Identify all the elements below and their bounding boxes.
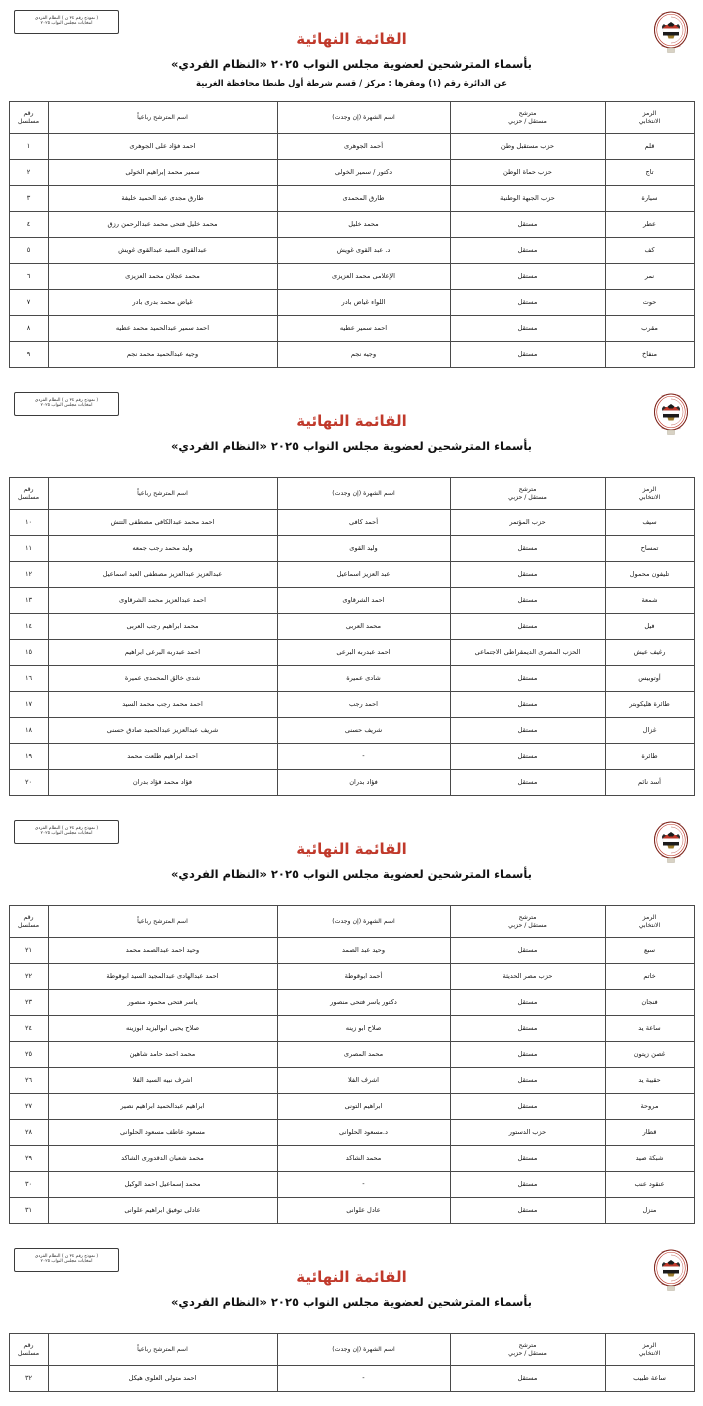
page-title: القائمة النهائية: [296, 840, 407, 858]
column-header-type: مترشح مستقل / حزبي: [450, 102, 605, 134]
table-row: [9, 1172, 694, 1198]
table-body: [9, 1366, 694, 1392]
table-row: [9, 1094, 694, 1120]
candidate-fame-name: عادل علوانى: [277, 1198, 450, 1224]
table-row: [9, 614, 694, 640]
candidate-symbol: رغيف عيش: [605, 640, 694, 666]
candidate-affiliation: الحزب المصرى الديمقراطى الاجتماعى: [450, 640, 605, 666]
candidate-fame-name: وجيه نجم: [277, 342, 450, 368]
column-header-fame-name: اسم الشهرة (إن وجدت): [277, 1334, 450, 1366]
candidates-table: [9, 1333, 695, 1392]
candidate-affiliation: مستقل: [450, 290, 605, 316]
candidate-full-name: محمد خليل فتحى محمد عبدالرحمن رزق: [48, 212, 277, 238]
candidate-fame-name: شادى عميرة: [277, 666, 450, 692]
candidate-symbol: أسد نائم: [605, 770, 694, 796]
candidate-affiliation: حزب الجبهة الوطنية: [450, 186, 605, 212]
candidate-fame-name: محمد الشاكد: [277, 1146, 450, 1172]
candidate-symbol: قطار: [605, 1120, 694, 1146]
candidate-fame-name: احمد الشرقاوى: [277, 588, 450, 614]
candidate-list-section-section-1: [0, 0, 703, 382]
candidate-list-section-section-4: [0, 1238, 703, 1406]
table-row: [9, 290, 694, 316]
candidate-serial-number: ٢٧: [9, 1094, 48, 1120]
table-row: [9, 718, 694, 744]
candidate-full-name: طارق مجدى عبد الحميد خليفة: [48, 186, 277, 212]
candidate-full-name: احمد سمير عبدالحميد محمد عطيه: [48, 316, 277, 342]
table-header-row: [9, 102, 694, 134]
candidate-symbol: سيف: [605, 510, 694, 536]
page-title: القائمة النهائية: [296, 412, 407, 430]
candidate-serial-number: ١١: [9, 536, 48, 562]
candidate-affiliation: مستقل: [450, 990, 605, 1016]
candidate-full-name: احمد فؤاد على الجوهرى: [48, 134, 277, 160]
district-line: عن الدائرة رقم (١) ومقرها : مركز / قسم شرطة أول طنطا محافظة الغربية: [196, 78, 507, 88]
candidate-full-name: وليد محمد رجب جمعه: [48, 536, 277, 562]
column-header-serial-number: رقم مسلسل: [9, 1334, 48, 1366]
form-stamp-line-1: ( نموذج رقم ٣٤ ن ) النظام الفردي: [34, 1254, 99, 1260]
candidate-symbol: حوت: [605, 290, 694, 316]
form-stamp-box: [14, 820, 119, 844]
candidate-affiliation: حزب المؤتمر: [450, 510, 605, 536]
candidate-affiliation: مستقل: [450, 212, 605, 238]
candidate-symbol: نمر: [605, 264, 694, 290]
candidate-serial-number: ١: [9, 134, 48, 160]
candidate-full-name: محمد ابراهيم رجب العربى: [48, 614, 277, 640]
candidate-fame-name: د.مسعود الحلوانى: [277, 1120, 450, 1146]
candidate-full-name: احمد عبدربه البرعى ابراهيم: [48, 640, 277, 666]
candidate-symbol: خاتم: [605, 964, 694, 990]
table-row: [9, 666, 694, 692]
candidate-affiliation: مستقل: [450, 692, 605, 718]
candidate-affiliation: مستقل: [450, 1366, 605, 1392]
candidates-table: [9, 905, 695, 1224]
candidate-full-name: وجيه عبدالحميد محمد نجم: [48, 342, 277, 368]
table-row: [9, 536, 694, 562]
candidate-serial-number: ٤: [9, 212, 48, 238]
form-stamp-line-2: انتخابات مجلس النواب ٢٠٢٥: [40, 21, 93, 26]
candidate-affiliation: حزب حماة الوطن: [450, 160, 605, 186]
candidate-serial-number: ٢٢: [9, 964, 48, 990]
candidate-symbol: طائرة: [605, 744, 694, 770]
candidate-fame-name: دكتور / سمير الخولى: [277, 160, 450, 186]
column-header-symbol: الرمز الانتخابي: [605, 906, 694, 938]
candidate-full-name: مسعود عاطف مسعود الحلوانى: [48, 1120, 277, 1146]
table-row: [9, 588, 694, 614]
candidate-fame-name: دكتور ياسر فتحى منصور: [277, 990, 450, 1016]
candidate-serial-number: ٣٠: [9, 1172, 48, 1198]
form-stamp-line-2: انتخابات مجلس النواب ٢٠٢٥: [40, 403, 93, 408]
candidate-serial-number: ١٥: [9, 640, 48, 666]
table-row: [9, 938, 694, 964]
table-row: [9, 264, 694, 290]
column-header-type: مترشح مستقل / حزبي: [450, 1334, 605, 1366]
table-header-row: [9, 1334, 694, 1366]
table-row: [9, 1366, 694, 1392]
candidate-serial-number: ١٧: [9, 692, 48, 718]
candidate-list-section-section-3: [0, 810, 703, 1238]
candidate-affiliation: مستقل: [450, 1094, 605, 1120]
candidate-symbol: عطر: [605, 212, 694, 238]
column-header-serial-number: رقم مسلسل: [9, 102, 48, 134]
page-subtitle: بأسماء المترشحين لعضوية مجلس النواب ٢٠٢٥ «النظام الفردي»: [171, 439, 532, 453]
form-stamp-line-1: ( نموذج رقم ٣٤ ن ) النظام الفردي: [34, 826, 99, 832]
table-head: [9, 906, 694, 938]
candidate-full-name: فؤاد محمد فؤاد بدران: [48, 770, 277, 796]
page-title: القائمة النهائية: [296, 1268, 407, 1286]
form-stamp-line-2: انتخابات مجلس النواب ٢٠٢٥: [40, 831, 93, 836]
candidate-symbol: تمساح: [605, 536, 694, 562]
section-header: [0, 810, 703, 896]
candidate-symbol: غصن زيتون: [605, 1042, 694, 1068]
section-header: [0, 0, 703, 92]
candidate-full-name: وحيد احمد عبدالصمد محمد: [48, 938, 277, 964]
candidate-fame-name: -: [277, 1172, 450, 1198]
form-stamp-box: [14, 10, 119, 34]
candidate-fame-name: طارق المحمدى: [277, 186, 450, 212]
candidate-serial-number: ٦: [9, 264, 48, 290]
form-stamp-line-1: ( نموذج رقم ٣٤ ن ) النظام الفردي: [34, 16, 99, 22]
candidate-serial-number: ١٩: [9, 744, 48, 770]
candidate-affiliation: مستقل: [450, 342, 605, 368]
candidate-full-name: شدى خالق المحمدى عميرة: [48, 666, 277, 692]
candidate-affiliation: مستقل: [450, 264, 605, 290]
table-row: [9, 186, 694, 212]
table-head: [9, 1334, 694, 1366]
candidate-list-section-section-2: [0, 382, 703, 810]
candidate-symbol: مروحة: [605, 1094, 694, 1120]
candidate-serial-number: ١٠: [9, 510, 48, 536]
candidate-serial-number: ٢٨: [9, 1120, 48, 1146]
candidate-full-name: اشرف نبيه السيد الفلا: [48, 1068, 277, 1094]
candidate-full-name: غياض محمد بدرى بادر: [48, 290, 277, 316]
table-row: [9, 640, 694, 666]
candidate-symbol: حقيبة يد: [605, 1068, 694, 1094]
candidate-full-name: محمد احمد حامد شاهين: [48, 1042, 277, 1068]
column-header-symbol: الرمز الانتخابي: [605, 478, 694, 510]
candidate-affiliation: مستقل: [450, 1016, 605, 1042]
candidate-fame-name: محمد المصرى: [277, 1042, 450, 1068]
candidate-fame-name: أحمد الجوهرى: [277, 134, 450, 160]
table-row: [9, 1120, 694, 1146]
column-header-fame-name: اسم الشهرة (إن وجدت): [277, 102, 450, 134]
candidate-serial-number: ٢٥: [9, 1042, 48, 1068]
candidate-affiliation: حزب الدستور: [450, 1120, 605, 1146]
column-header-symbol: الرمز الانتخابي: [605, 1334, 694, 1366]
candidate-serial-number: ٢٠: [9, 770, 48, 796]
table-row: [9, 316, 694, 342]
table-body: [9, 510, 694, 796]
candidate-symbol: أوتوبيس: [605, 666, 694, 692]
candidate-fame-name: احمد عبدربه البرعى: [277, 640, 450, 666]
table-body: [9, 938, 694, 1224]
egyptian-elections-authority-emblem-icon: [651, 390, 691, 436]
candidate-affiliation: مستقل: [450, 588, 605, 614]
table-row: [9, 160, 694, 186]
candidates-table: [9, 101, 695, 368]
page-title: القائمة النهائية: [296, 30, 407, 48]
candidate-symbol: تليفون محمول: [605, 562, 694, 588]
column-header-candidate-name: اسم المترشح رباعياً: [48, 102, 277, 134]
candidate-symbol: شمعة: [605, 588, 694, 614]
form-stamp-line-1: ( نموذج رقم ٣٤ ن ) النظام الفردي: [34, 398, 99, 404]
candidate-full-name: عبدالقوى السيد عبدالقوى غويش: [48, 238, 277, 264]
candidate-symbol: ساعة يد: [605, 1016, 694, 1042]
table-row: [9, 692, 694, 718]
column-header-type: مترشح مستقل / حزبي: [450, 478, 605, 510]
candidate-affiliation: مستقل: [450, 238, 605, 264]
candidate-symbol: مقرب: [605, 316, 694, 342]
candidate-fame-name: اللواء غياض بادر: [277, 290, 450, 316]
table-row: [9, 1146, 694, 1172]
candidate-symbol: غزال: [605, 718, 694, 744]
candidate-affiliation: حزب مستقبل وطن: [450, 134, 605, 160]
egyptian-elections-authority-emblem-icon: [651, 818, 691, 864]
table-row: [9, 990, 694, 1016]
candidate-serial-number: ٢٩: [9, 1146, 48, 1172]
candidate-symbol: عنقود عنب: [605, 1172, 694, 1198]
candidate-fame-name: ابراهيم التونى: [277, 1094, 450, 1120]
column-header-type: مترشح مستقل / حزبي: [450, 906, 605, 938]
candidate-symbol: منفاخ: [605, 342, 694, 368]
table-row: [9, 238, 694, 264]
section-header: [0, 1238, 703, 1324]
candidate-affiliation: مستقل: [450, 938, 605, 964]
candidate-serial-number: ٥: [9, 238, 48, 264]
table-row: [9, 1198, 694, 1224]
candidate-affiliation: مستقل: [450, 536, 605, 562]
candidate-fame-name: أحمد كافى: [277, 510, 450, 536]
candidate-fame-name: -: [277, 1366, 450, 1392]
candidate-serial-number: ٢١: [9, 938, 48, 964]
column-header-candidate-name: اسم المترشح رباعياً: [48, 478, 277, 510]
table-row: [9, 770, 694, 796]
candidate-serial-number: ١٤: [9, 614, 48, 640]
candidate-fame-name: شريف حسنى: [277, 718, 450, 744]
candidate-serial-number: ١٨: [9, 718, 48, 744]
candidate-symbol: منزل: [605, 1198, 694, 1224]
column-header-fame-name: اسم الشهرة (إن وجدت): [277, 906, 450, 938]
table-row: [9, 744, 694, 770]
form-stamp-box: [14, 1248, 119, 1272]
candidate-symbol: سبع: [605, 938, 694, 964]
table-row: [9, 964, 694, 990]
candidate-fame-name: محمد خليل: [277, 212, 450, 238]
page-subtitle: بأسماء المترشحين لعضوية مجلس النواب ٢٠٢٥ «النظام الفردي»: [171, 1295, 532, 1309]
candidate-fame-name: وليد القوى: [277, 536, 450, 562]
candidate-affiliation: مستقل: [450, 718, 605, 744]
candidate-fame-name: -: [277, 744, 450, 770]
egyptian-elections-authority-emblem-icon: [651, 8, 691, 54]
table-row: [9, 562, 694, 588]
candidate-serial-number: ٢: [9, 160, 48, 186]
candidate-affiliation: مستقل: [450, 1068, 605, 1094]
candidate-fame-name: احمد رجب: [277, 692, 450, 718]
candidate-full-name: احمد محمد عبدالكافى مصطفى التتش: [48, 510, 277, 536]
table-row: [9, 1068, 694, 1094]
page-subtitle: بأسماء المترشحين لعضوية مجلس النواب ٢٠٢٥ «النظام الفردي»: [171, 867, 532, 881]
candidate-serial-number: ٨: [9, 316, 48, 342]
candidate-serial-number: ٢٣: [9, 990, 48, 1016]
candidate-affiliation: مستقل: [450, 562, 605, 588]
candidate-fame-name: د. عبد القوى غويش: [277, 238, 450, 264]
candidate-symbol: قلم: [605, 134, 694, 160]
candidate-serial-number: ١٣: [9, 588, 48, 614]
column-header-candidate-name: اسم المترشح رباعياً: [48, 1334, 277, 1366]
candidate-full-name: ابراهيم عبدالحميد ابراهيم نصير: [48, 1094, 277, 1120]
candidate-symbol: سيارة: [605, 186, 694, 212]
candidate-affiliation: مستقل: [450, 666, 605, 692]
candidate-fame-name: احمد سمير عطيه: [277, 316, 450, 342]
table-row: [9, 212, 694, 238]
candidate-full-name: احمد ابراهيم طلعت محمد: [48, 744, 277, 770]
table-row: [9, 1016, 694, 1042]
table-body: [9, 134, 694, 368]
candidate-serial-number: ١٢: [9, 562, 48, 588]
candidate-serial-number: ٢٤: [9, 1016, 48, 1042]
candidate-full-name: محمد شعبان الدقدورى الشاكد: [48, 1146, 277, 1172]
candidate-fame-name: الإعلامى محمد العزيزى: [277, 264, 450, 290]
candidate-affiliation: مستقل: [450, 1146, 605, 1172]
page-subtitle: بأسماء المترشحين لعضوية مجلس النواب ٢٠٢٥ «النظام الفردي»: [171, 57, 532, 71]
form-stamp-line-2: انتخابات مجلس النواب ٢٠٢٥: [40, 1259, 93, 1264]
candidate-full-name: عادلى توفيق ابراهيم علوانى: [48, 1198, 277, 1224]
candidate-fame-name: محمد العربى: [277, 614, 450, 640]
candidate-full-name: احمد متولى العلوى هيكل: [48, 1366, 277, 1392]
candidate-full-name: عبدالعزيز عبدالعزيز مصطفى العبد اسماعيل: [48, 562, 277, 588]
table-head: [9, 102, 694, 134]
candidate-full-name: سمير محمد إبراهيم الخولى: [48, 160, 277, 186]
candidate-affiliation: حزب مصر الحديثة: [450, 964, 605, 990]
table-header-row: [9, 478, 694, 510]
candidate-full-name: احمد عبدالهادى عبدالمجيد السيد ابوقوطة: [48, 964, 277, 990]
table-header-row: [9, 906, 694, 938]
section-header: [0, 382, 703, 468]
candidate-full-name: صلاح يحيى ابواليزيد ابوزينه: [48, 1016, 277, 1042]
candidate-full-name: محمد إسماعيل احمد الوكيل: [48, 1172, 277, 1198]
candidate-symbol: تاج: [605, 160, 694, 186]
candidate-fame-name: أحمد ابوقوطة: [277, 964, 450, 990]
candidate-serial-number: ٩: [9, 342, 48, 368]
candidate-affiliation: مستقل: [450, 770, 605, 796]
column-header-candidate-name: اسم المترشح رباعياً: [48, 906, 277, 938]
candidate-affiliation: مستقل: [450, 316, 605, 342]
table-head: [9, 478, 694, 510]
column-header-symbol: الرمز الانتخابي: [605, 102, 694, 134]
candidate-serial-number: ٣١: [9, 1198, 48, 1224]
table-row: [9, 342, 694, 368]
column-header-serial-number: رقم مسلسل: [9, 906, 48, 938]
candidate-affiliation: مستقل: [450, 1172, 605, 1198]
form-stamp-box: [14, 392, 119, 416]
candidate-fame-name: صلاح ابو زينه: [277, 1016, 450, 1042]
table-row: [9, 510, 694, 536]
candidate-fame-name: فؤاد بدران: [277, 770, 450, 796]
candidate-affiliation: مستقل: [450, 1198, 605, 1224]
egyptian-elections-authority-emblem-icon: [651, 1246, 691, 1292]
candidate-serial-number: ٣٢: [9, 1366, 48, 1392]
candidate-full-name: احمد عبدالعزيز محمد الشرقاوى: [48, 588, 277, 614]
candidate-full-name: احمد محمد رجب محمد السيد: [48, 692, 277, 718]
candidate-full-name: محمد عجلان محمد العزيزى: [48, 264, 277, 290]
candidate-serial-number: ٢٦: [9, 1068, 48, 1094]
candidate-serial-number: ٧: [9, 290, 48, 316]
candidate-fame-name: عبد العزيز اسماعيل: [277, 562, 450, 588]
candidate-affiliation: مستقل: [450, 744, 605, 770]
table-row: [9, 134, 694, 160]
candidate-affiliation: مستقل: [450, 1042, 605, 1068]
candidate-fame-name: اشرف الفلا: [277, 1068, 450, 1094]
candidate-symbol: فيل: [605, 614, 694, 640]
candidate-symbol: شبكة صيد: [605, 1146, 694, 1172]
table-row: [9, 1042, 694, 1068]
candidate-affiliation: مستقل: [450, 614, 605, 640]
candidate-symbol: طائرة هليكوبتر: [605, 692, 694, 718]
candidate-serial-number: ١٦: [9, 666, 48, 692]
candidate-fame-name: وحيد عبد الصمد: [277, 938, 450, 964]
candidate-symbol: فنجان: [605, 990, 694, 1016]
candidate-full-name: ياسر فتحى محمود منصور: [48, 990, 277, 1016]
candidate-full-name: شريف عبدالعزيز عبدالحميد صادق حسنى: [48, 718, 277, 744]
column-header-fame-name: اسم الشهرة (إن وجدت): [277, 478, 450, 510]
candidate-serial-number: ٣: [9, 186, 48, 212]
column-header-serial-number: رقم مسلسل: [9, 478, 48, 510]
candidate-symbol: كف: [605, 238, 694, 264]
candidate-symbol: ساعة طبيب: [605, 1366, 694, 1392]
candidates-table: [9, 477, 695, 796]
